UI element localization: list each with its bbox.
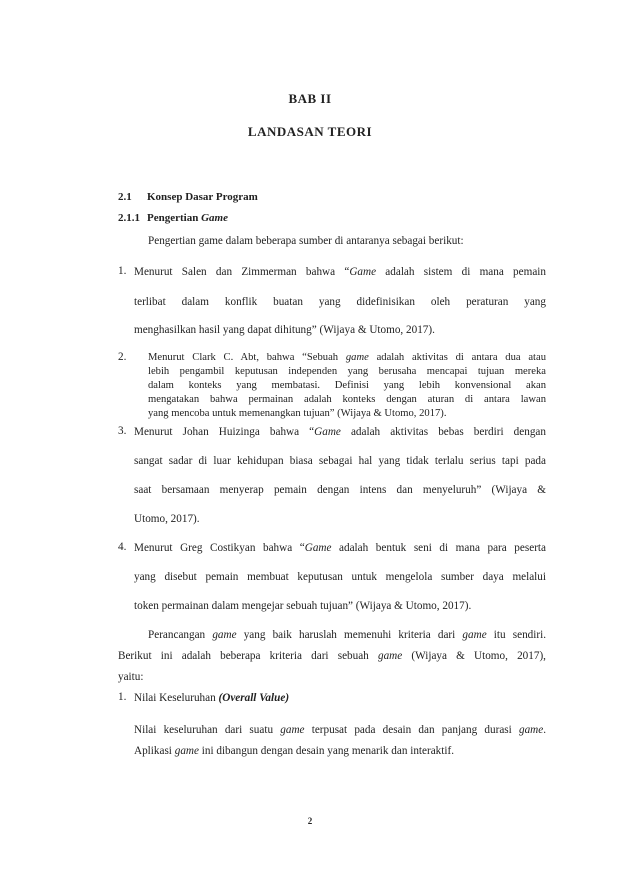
section-number: 2.1 (118, 191, 132, 203)
list-item-line: sangat sadar di luar kehidupan biasa sebagai hal yang tidak terlalu serius tapi pada (134, 455, 546, 467)
page-number: 2 (307, 816, 313, 826)
list-item-line: Menurut Clark C. Abt, bahwa “Sebuah game adalah aktivitas di antara dua atau (148, 352, 546, 363)
list-item-line: menghasilkan hasil yang dapat dihitung” (Wijaya & Utomo, 2017). (134, 324, 435, 336)
section-number: 2.1.1 (118, 212, 140, 224)
paragraph-line: yaitu: (118, 671, 144, 683)
section-title: Pengertian (147, 212, 202, 224)
paragraph-line: Perancangan game yang baik haruslah memenuhi kriteria dari game itu sendiri. (148, 629, 547, 641)
criteria-title: Nilai Keseluruhan (Overall Value) (134, 692, 290, 704)
list-number: 2. (118, 351, 127, 363)
list-item-line: mengatakan bahwa permainan adalah konteks dengan aturan di antara lawan (148, 394, 546, 405)
list-item-line: saat bersamaan menyerap pemain dengan intens dan menyeluruh” (Wijaya & (134, 484, 546, 496)
list-item-line: lebih pengambil keputusan independen yang berusaha mencapai tujuan mereka (148, 366, 546, 377)
chapter-title: LANDASAN TEORI (247, 124, 373, 139)
list-item-line: token permainan dalam mengejar sebuah tujuan” (Wijaya & Utomo, 2017). (134, 600, 472, 612)
list-item-line: Menurut Salen dan Zimmerman bahwa “Game adalah sistem di mana pemain (134, 266, 546, 278)
list-number: 3. (118, 425, 127, 437)
list-item-line: yang mencoba untuk memenangkan tujuan” (Wijaya & Utomo, 2017). (148, 408, 447, 419)
chapter-label: BAB II (288, 91, 332, 106)
list-number: 1. (118, 691, 127, 703)
paragraph-line: Aplikasi game ini dibangun dengan desain yang menarik dan interaktif. (134, 745, 455, 757)
intro-text: Pengertian game dalam beberapa sumber di antaranya sebagai berikut: (148, 235, 464, 247)
list-item-line: Menurut Greg Costikyan bahwa “Game adalah bentuk seni di mana para peserta (134, 542, 546, 554)
list-item-line: Menurut Johan Huizinga bahwa “Game adalah aktivitas bebas berdiri dengan (134, 426, 546, 438)
paragraph-line: Berikut ini adalah beberapa kriteria dari sebuah game (Wijaya & Utomo, 2017), (118, 650, 546, 662)
paragraph-line: Nilai keseluruhan dari suatu game terpusat pada desain dan panjang durasi game. (134, 724, 546, 736)
section-2-1-heading (118, 191, 258, 203)
section-title: Konsep Dasar Program (147, 191, 258, 203)
list-item-line: yang disebut pemain membuat keputusan untuk mengelola sumber daya melalui (134, 571, 546, 583)
list-item-line: dalam konteks yang membatasi. Definisi yang lebih konvensional akan (148, 380, 546, 391)
list-item-line: terlibat dalam konflik buatan yang didefinisikan oleh peraturan yang (134, 296, 546, 308)
list-number: 4. (118, 541, 127, 553)
list-item-line: Utomo, 2017). (134, 513, 200, 525)
section-title-italic: Game (201, 212, 228, 224)
section-2-1-1-heading (118, 212, 228, 224)
list-number: 1. (118, 265, 127, 277)
